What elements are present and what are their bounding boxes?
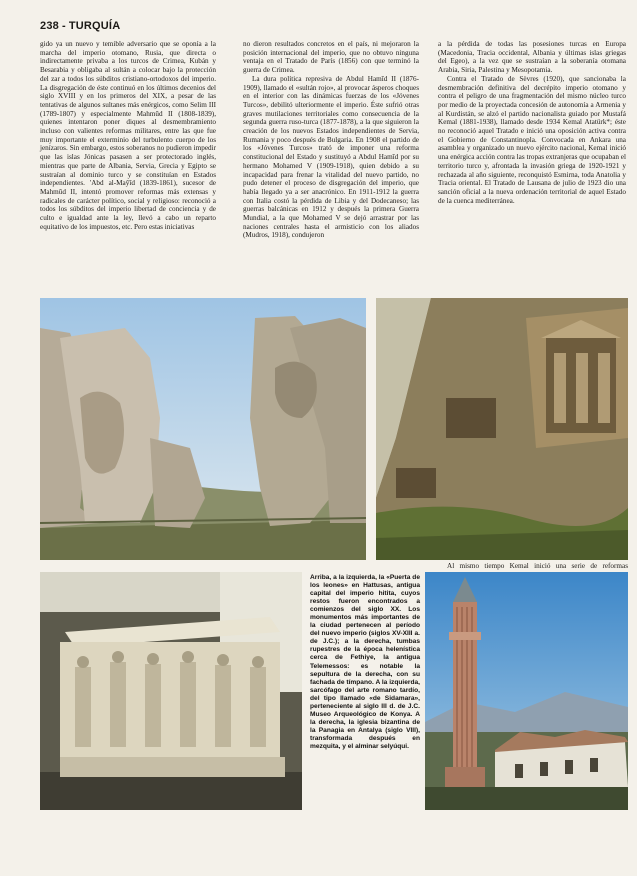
minaret-photo [425, 572, 628, 810]
header-separator: - [61, 20, 66, 32]
text-column-1 [40, 40, 216, 292]
page-number: 238 [40, 20, 59, 32]
column1-paragraph: gido ya un nuevo y temible adversario que se oponía a la marcha del imperio otomano, Rusia, que directa o indirectamente privaba a los turcos de Crimea, Kubán y Besarabia y obligaba al sultán a colocar bajo la protección del zar a todos los súbditos cristiano-ortodoxos del imperio. La disgregación de éste continuó en los últimos decenios del siglo XVIII y en los primeros del XIX, a pesar de las tentativas de algunos sultanes más enérgicos, como Selim III (1789-1807) y especialmente Mahmūd II (1808-1839), quienes intentaron poner diques al desmembramiento incluso con valientes reformas militares, entre las que fue muy importante el exterminio del turbulento cuerpo de los jenízaros. Sin embargo, estos soberanos no pudieron impedir que las islas Jónicas pasasen a ser protectorado inglés, mientras que parte de Albania, Servia, Grecia y Egipto se sustraían al dominio turco y se constituían en Estados independientes. 'Abd al-Maŷīd (1839-1861), sucesor de Mahmūd II, intentó promover reformas más extensas y radicales de carácter político, social y religioso: reconoció a todos los súbditos del imperio libertad de conciencia y de culto e igualdad ante la ley, llevó a cabo un reparto equitativo de los impuestos, etc. Pero estas iniciativas [40, 40, 216, 231]
sarcophagus-photo [40, 572, 302, 810]
column3-paragraph: Contra el Tratado de Sèvres (1920), que sancionaba la desmembración definitiva del decrépito imperio otomano y contra el peligro de una fragmentación del mismo núcleo turco por medio de la proyectada concesión de autonomía a Armenia y al Kurdistán, se alzó el partido nacionalista guiado por Mustafá Kemal (1881-1938), llamado desde 1934 Kemal Atatürk*; éste no reconoció aquel Tratado e inició una oposición activa contra el Gobierno de Constantinopla. Convocada en Ankara una asamblea y organizado un nuevo ejército nacional, Kemal inició una enérgica acción contra las tropas extranjeras que ocupaban el territorio turco y, afrontada la invasión griega de 1920-1921 y rechazada al año siguiente, reconquistó Esmirna, toda Anatolia y Tracia oriental. El Tratado de Lausana de julio de 1923 dio una sanción oficial a la nueva ordenación territorial de aquel Estado de la cuenca mediterránea. [438, 74, 626, 205]
section-title: TURQUÍA [68, 20, 121, 32]
page-header [40, 20, 340, 34]
column3-tail: Al mismo tiempo Kemal inició una serie de reformas [447, 562, 628, 570]
column2-paragraph: no dieron resultados concretos en el país, ni mejoraron la posición internacional del imperio, que no obtuvo ninguna ventaja en el Tratado de París (1856) con que terminó la guerra de Crimea. [243, 40, 419, 75]
column3-paragraph: a la pérdida de todas las posesiones turcas en Europa (Macedonia, Tracia occidental, Albania y últimas islas griegas del Egeo), a la vez que se sustraían a la soberanía otomana Arabia, Siria, Palestina y Mesopotamia. [438, 40, 626, 75]
text-column-3 [438, 40, 626, 292]
text-column-2 [243, 40, 419, 292]
column2-paragraph: La dura política represiva de Abdul Hamīd II (1876-1909), llamado el «sultán rojo», al provocar ásperos choques en el interior con las dinámicas fuerzas de los «Jóvenes Turcos», debilitó ulteriormente el imperio. Éste sufrió otras graves mutilaciones territoriales como consecuencia de la segunda guerra ruso-turca (1877-1878), a la que siguieron la creación de los nuevos Estados independientes de Servia, Rumania y poco después de Bulgaria. En 1908 el partido de los «Jóvenes Turcos» trató de imponer una reforma constitucional del Estado y sustituyó a Abdul Hamīd por su hermano Mohamed V (1909-1918), quien debido a su incapacidad para frenar la vitalidad del nuevo partido, no pudo detener el proceso de disgregación del imperio, que había llegado ya a ser anacrónico. En 1911-1912 la guerra con Italia costó la pérdida de Libia y del Dodecaneso; las guerras balcánicas en 1912 y después la primera Guerra Mundial, a la que Mohamed V se dejó arrastrar por las naciones centrales hasta el armisticio con los aliados (Mudros, 1918), condujeron [243, 74, 419, 240]
rock-tombs-photo [376, 298, 628, 560]
photo-caption: Arriba, a la izquierda, la «Puerta de los leones» en Hattusas, antigua capital del imperio hitita, cuyos restos fueron encontrados a comienzos del siglo XX. Los monumentos más importantes de la ciudad pertenecen al período del nuevo imperio (siglos XV-XIII a. de J.C.); a la derecha, tumbas rupestres de la época helenística cerca de Fethiye, la antigua Telemessos: es notable la sepultura de la derecha, con su fachada de tímpano. A la izquierda, sarcófago del arte romano tardío, del tipo llamado «de Sidamara», perteneciente al siglo III d. de J.C. Museo Arqueológico de Konya. A la derecha, la iglesia bizantina de la Panagia en Antalya (siglo VIII), transformada después en mezquita, y el alminar selyúqui. [310, 574, 420, 750]
lion-gate-photo [40, 298, 366, 560]
